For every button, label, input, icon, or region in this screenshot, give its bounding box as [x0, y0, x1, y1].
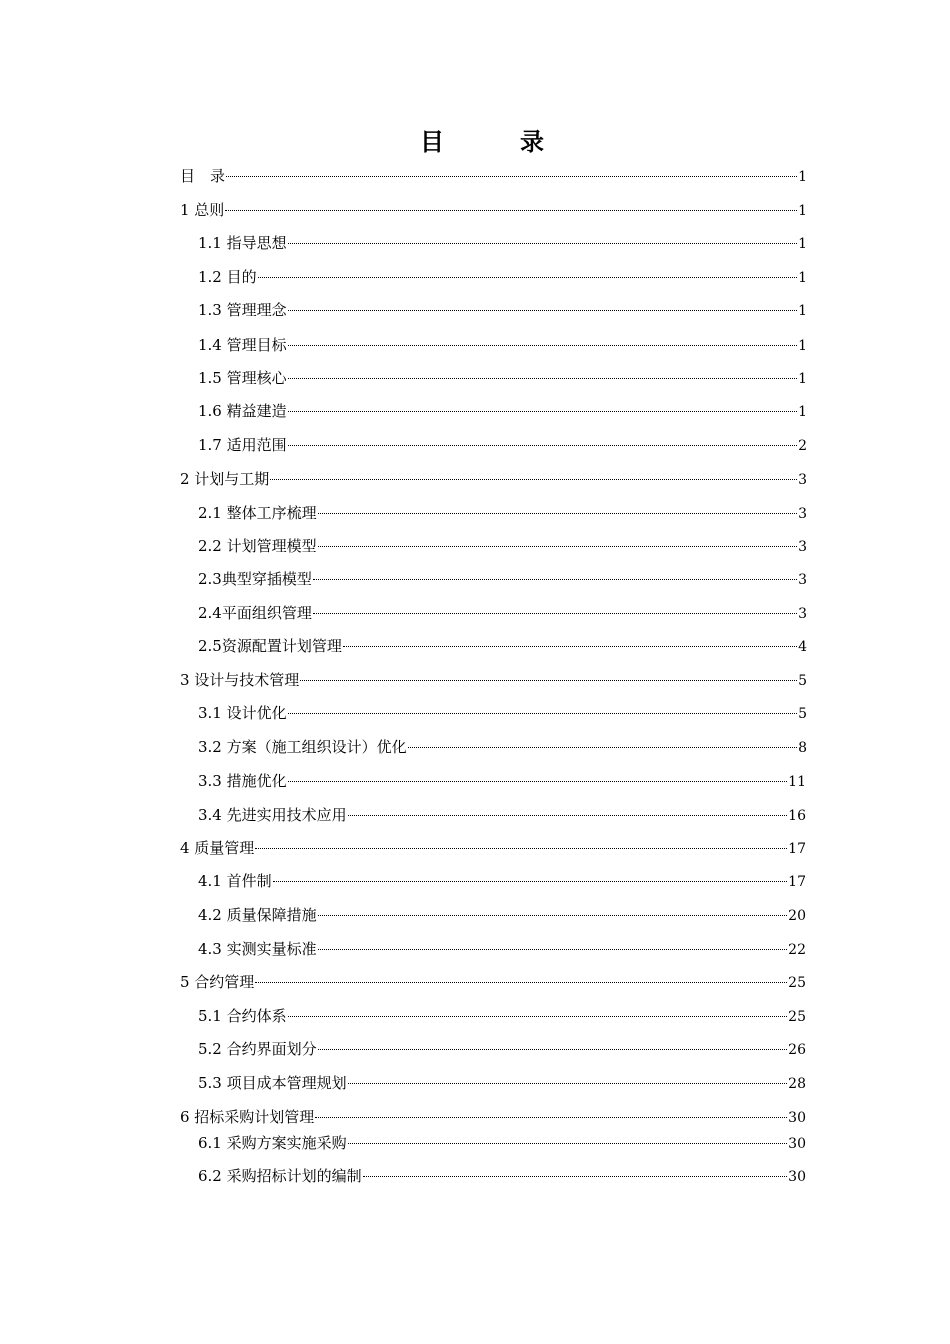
toc-entry-line: [180, 469, 807, 490]
toc-entry-label: 1.4 管理目标: [198, 336, 287, 354]
toc-entry-label: 1.7 适用范围: [198, 436, 287, 454]
toc-entry-line: [198, 1166, 806, 1187]
toc-entry-page-number: 25: [788, 975, 806, 991]
toc-entry-label: 1.1 指导思想: [198, 234, 287, 252]
dot-leader: [318, 546, 797, 547]
toc-entry-page-number: 3: [798, 506, 807, 522]
toc-entry-line: [198, 233, 807, 254]
toc-entry-line: [198, 1073, 806, 1094]
toc-entry-line: [180, 1107, 806, 1128]
toc-entry-line: [198, 401, 807, 422]
toc-entry-label: 4.1 首件制: [198, 872, 272, 890]
toc-entry-line: [198, 536, 807, 557]
toc-entry-line: [198, 503, 807, 524]
toc-entry-label: 4.3 实测实量标准: [198, 940, 317, 958]
toc-entry-line: [198, 435, 807, 456]
toc-entry-line: [198, 569, 807, 590]
toc-entry-label: 3.2 方案（施工组织设计）优化: [198, 738, 407, 756]
toc-heading: 目 录: [420, 127, 570, 156]
toc-entry-line: [198, 703, 807, 724]
toc-entry-line: [180, 200, 807, 221]
toc-entry-line: [198, 636, 807, 657]
toc-entry-line: [198, 1039, 806, 1060]
toc-entry-label: 3.3 措施优化: [198, 772, 287, 790]
toc-entry-page-number: 1: [798, 169, 807, 185]
toc-entry-page-number: 30: [788, 1110, 806, 1126]
toc-entry-page-number: 11: [788, 774, 806, 790]
toc-entry-label: 6.1 采购方案实施采购: [198, 1134, 347, 1152]
dot-leader: [313, 613, 797, 614]
dot-leader: [288, 310, 797, 311]
toc-entry-label: 1 总则: [180, 201, 225, 219]
toc-entry-page-number: 1: [798, 203, 807, 219]
toc-entry-page-number: 16: [788, 808, 806, 824]
toc-entry-label: 3.4 先进实用技术应用: [198, 806, 347, 824]
toc-entry-line: [180, 972, 806, 993]
toc-entry-page-number: 22: [788, 942, 806, 958]
dot-leader: [255, 848, 787, 849]
toc-entry-page-number: 4: [798, 639, 807, 655]
toc-entry-page-number: 1: [798, 270, 807, 286]
dot-leader: [318, 949, 788, 950]
toc-entry-label: 6.2 采购招标计划的编制: [198, 1167, 362, 1185]
dot-leader: [288, 781, 788, 782]
toc-entry-line: [198, 771, 806, 792]
toc-entry-label: 2.3典型穿插模型: [198, 570, 312, 588]
dot-leader: [288, 345, 797, 346]
toc-entry-page-number: 8: [798, 740, 807, 756]
toc-entry-label: 2 计划与工期: [180, 470, 270, 488]
dot-leader: [343, 646, 797, 647]
toc-entry-page-number: 26: [788, 1042, 806, 1058]
dot-leader: [288, 411, 797, 412]
toc-entry-page-number: 28: [788, 1076, 806, 1092]
toc-entry-line: [198, 1006, 806, 1027]
toc-entry-line: [198, 267, 807, 288]
toc-entry-label: 3.1 设计优化: [198, 704, 287, 722]
dot-leader: [318, 915, 788, 916]
dot-leader: [348, 1143, 788, 1144]
toc-entry-label: 2.1 整体工序梳理: [198, 504, 317, 522]
toc-entry-page-number: 3: [798, 572, 807, 588]
toc-entry-label: 1.6 精益建造: [198, 402, 287, 420]
toc-entry-label: 1.3 管理理念: [198, 301, 287, 319]
dot-leader: [300, 680, 797, 681]
toc-entry-line: [198, 335, 807, 356]
toc-entry-label: 5.3 项目成本管理规划: [198, 1074, 347, 1092]
toc-entry-label: 1.5 管理核心: [198, 369, 287, 387]
toc-entry-label: 6 招标采购计划管理: [180, 1108, 315, 1126]
dot-leader: [318, 513, 797, 514]
toc-entry-label: 2.5资源配置计划管理: [198, 637, 342, 655]
toc-entry-page-number: 2: [798, 438, 807, 454]
dot-leader: [348, 1083, 788, 1084]
toc-entry-label: 3 设计与技术管理: [180, 671, 300, 689]
dot-leader: [225, 210, 797, 211]
dot-leader: [226, 176, 797, 177]
toc-entry-label: 目 录: [180, 167, 226, 185]
toc-entry-label: 2.4平面组织管理: [198, 604, 312, 622]
dot-leader: [255, 982, 787, 983]
toc-entry-page-number: 1: [798, 404, 807, 420]
toc-entry-label: 4.2 质量保障措施: [198, 906, 317, 924]
toc-entry-label: 1.2 目的: [198, 268, 257, 286]
toc-entry-page-number: 1: [798, 371, 807, 387]
toc-entry-line: [198, 737, 807, 758]
toc-entry-line: [180, 166, 807, 187]
toc-entry-line: [198, 368, 807, 389]
dot-leader: [270, 479, 797, 480]
toc-entry-page-number: 25: [788, 1009, 806, 1025]
toc-entry-label: 2.2 计划管理模型: [198, 537, 317, 555]
dot-leader: [313, 579, 797, 580]
dot-leader: [363, 1176, 788, 1177]
toc-entry-page-number: 1: [798, 338, 807, 354]
toc-entry-line: [198, 300, 807, 321]
toc-entry-line: [198, 939, 806, 960]
toc-entry-page-number: 20: [788, 908, 806, 924]
toc-entry-page-number: 17: [788, 841, 806, 857]
toc-entry-line: [198, 805, 806, 826]
toc-entry-page-number: 3: [798, 606, 807, 622]
toc-entry-page-number: 30: [788, 1169, 806, 1185]
dot-leader: [288, 243, 797, 244]
dot-leader: [408, 747, 797, 748]
toc-entry-label: 5.2 合约界面划分: [198, 1040, 317, 1058]
toc-entry-line: [198, 871, 806, 892]
dot-leader: [348, 815, 788, 816]
dot-leader: [273, 881, 788, 882]
toc-entry-page-number: 30: [788, 1136, 806, 1152]
dot-leader: [258, 277, 797, 278]
toc-entry-line: [198, 905, 806, 926]
toc-entry-page-number: 1: [798, 236, 807, 252]
toc-entry-line: [198, 603, 807, 624]
toc-entry-line: [198, 1133, 806, 1154]
toc-entry-page-number: 5: [798, 673, 807, 689]
toc-entry-line: [180, 670, 807, 691]
dot-leader: [288, 1016, 788, 1017]
dot-leader: [288, 713, 797, 714]
toc-entry-line: [180, 838, 806, 859]
toc-entry-label: 5 合约管理: [180, 973, 255, 991]
toc-entry-page-number: 5: [798, 706, 807, 722]
toc-entry-label: 4 质量管理: [180, 839, 255, 857]
dot-leader: [315, 1117, 787, 1118]
toc-entry-page-number: 3: [798, 539, 807, 555]
dot-leader: [288, 378, 797, 379]
toc-entry-page-number: 3: [798, 472, 807, 488]
dot-leader: [318, 1049, 788, 1050]
toc-entry-page-number: 17: [788, 874, 806, 890]
toc-entry-label: 5.1 合约体系: [198, 1007, 287, 1025]
dot-leader: [288, 445, 797, 446]
toc-entry-page-number: 1: [798, 303, 807, 319]
